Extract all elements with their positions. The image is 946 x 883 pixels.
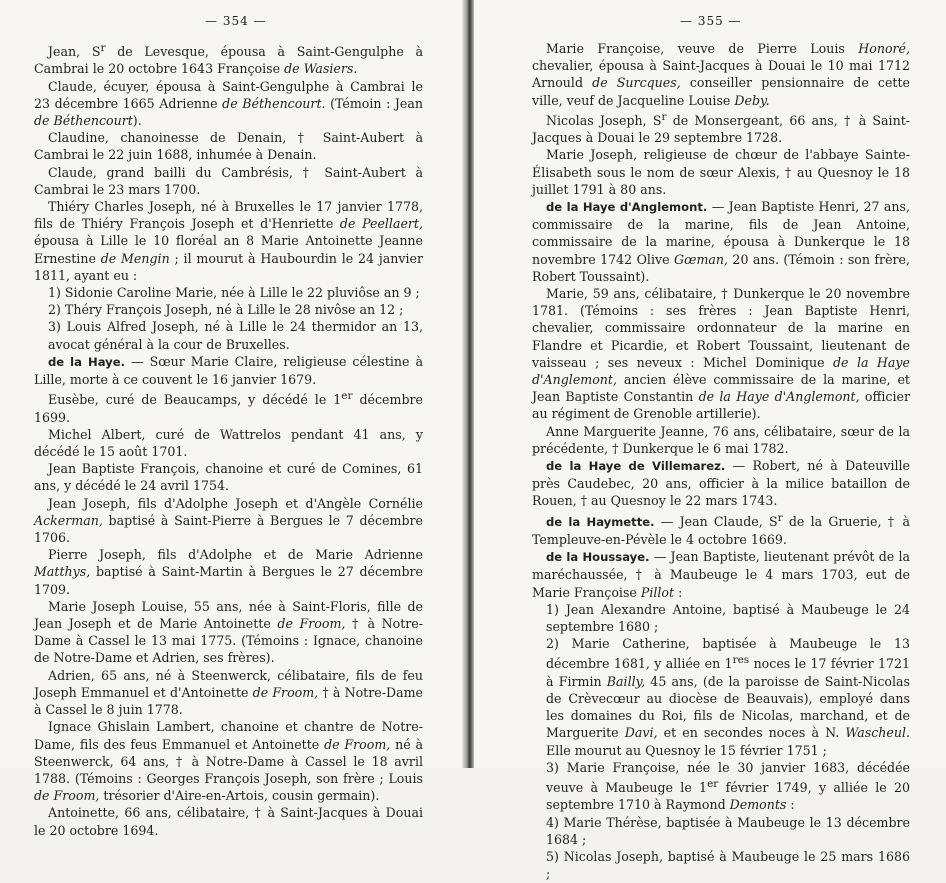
text-segment: épousa à Lille le 10 floréal an 8 Marie Antoinette Jeanne Ernestine xyxy=(34,233,423,266)
surname-text: Wascheul. xyxy=(845,725,910,741)
text-segment: et en secondes noces à N. xyxy=(657,725,846,741)
text-segment: de Levesque, épousa à Saint-Gengulphe à Cambrai le 20 octobre 1643 Françoise xyxy=(34,44,423,77)
left-page xyxy=(0,0,470,838)
entry-paragraph xyxy=(532,285,910,423)
entry-paragraph xyxy=(34,598,423,667)
surname-text: de Froom, xyxy=(277,616,346,632)
surname-text: de Froom, xyxy=(34,788,100,804)
entry-paragraph xyxy=(532,40,910,109)
superscript-text: r xyxy=(661,110,667,123)
text-segment: † à Notre-Dame à Cassel le 13 mai 1775. (Témoins : Ignace, chanoine de Notre-Dame et Adrien, ses frères). xyxy=(34,616,423,666)
family-heading: de la Haye d'Anglemont. xyxy=(546,200,708,215)
entry-paragraph xyxy=(532,423,910,457)
text-segment: (Témoin : Jean xyxy=(325,95,424,111)
text-segment: 45 ans, (de la paroisse de Saint-Nicolas de Crèvecœur au diocèse de Beauvais), employé dans les domaines du Roi, fils de Nicolas, marchand, et de Marguerite xyxy=(546,673,910,741)
text-segment: Pierre Joseph, fils d'Adolphe et de Marie Adrienne xyxy=(48,547,423,563)
surname-text: Gœman, xyxy=(673,251,729,267)
text-segment: né à Steenwerck, 64 ans, † à Notre-Dame à Cassel le 18 avril 1788. (Témoins : Georges François Joseph, son frère ; Louis xyxy=(34,736,423,786)
list-item xyxy=(532,814,910,848)
page-text xyxy=(34,40,423,839)
entry-paragraph xyxy=(532,510,910,549)
text-segment: — Jean Baptiste Henri, 27 ans, commissaire de la marine, fils de Jean Antoine, commissaire de la marine, épousa à Dunkerque le 18 novembre 1742 Olive xyxy=(532,199,910,267)
entry-paragraph xyxy=(34,78,423,130)
entry-paragraph xyxy=(34,129,423,163)
text-segment: Adrien, 65 ans, né à Steenwerck, célibataire, fils de feu Joseph Emmanuel et d'Antoinette xyxy=(34,667,423,700)
family-heading: de la Haye. xyxy=(48,354,125,369)
text-segment: Claudine, chanoinesse de Denain, † Saint-Aubert à Cambrai le 22 juin 1688, inhumée à Denain. xyxy=(34,130,423,163)
family-heading: de la Houssaye. xyxy=(546,550,650,565)
surname-text: Pillot xyxy=(640,584,675,600)
list-item xyxy=(532,759,910,814)
entry-paragraph xyxy=(34,353,423,388)
text-segment: 2) Théry François Joseph, né à Lille le 28 nivôse an 12 ; xyxy=(48,302,404,318)
text-segment: Thiéry Charles Joseph, né à Bruxelles le 17 janvier 1778, fils de Thiéry François Joseph et d'Henriette xyxy=(34,199,423,232)
text-segment: Anne Marguerite Jeanne, 76 ans, célibataire, sœur de la précédente, † Dunkerque le 6 mai 1782. xyxy=(532,423,910,456)
superscript-text: r xyxy=(777,511,783,524)
surname-text: Demonts xyxy=(729,797,787,813)
text-segment: : xyxy=(674,584,683,600)
list-item xyxy=(34,301,423,318)
text-segment: 1) Sidonie Caroline Marie, née à Lille le 22 pluviôse an 9 ; xyxy=(48,285,420,301)
surname-text: de la Haye d'Anglemont, xyxy=(698,389,860,405)
text-segment: Antoinette, 66 ans, célibataire, † à Saint-Jacques à Douai le 20 octobre 1694. xyxy=(34,805,423,838)
text-segment: — Robert, né à Dateuville près Caudebec, 20 ans, officier à la milice bataillon de Rouen, † au Quesnoy le 22 mars 1743. xyxy=(532,458,910,509)
text-segment: † à Notre-Dame à Cassel le 8 juin 1778. xyxy=(34,684,423,718)
family-heading: de la Haye de Villemarez. xyxy=(546,459,726,474)
text-segment: baptisé à Saint-Martin à Bergues le 27 décembre 1709. xyxy=(34,564,423,597)
surname-text: de Béthencourt xyxy=(34,113,133,128)
text-segment: 3) Marie Françoise, née le 30 janvier 1683, décédée veuve à Maubeuge le 1 xyxy=(546,759,910,796)
text-segment: Claude, grand bailli du Cambrésis, † Saint-Aubert à Cambrai le 23 mars 1700. xyxy=(34,164,423,197)
text-segment: Nicolas Joseph, S xyxy=(546,113,662,128)
superscript-text: r xyxy=(100,42,106,54)
list-item xyxy=(532,601,910,635)
surname-text: de la Haye d'Anglemont, xyxy=(532,354,910,388)
entry-paragraph xyxy=(34,718,423,804)
text-segment: de la Gruerie, † à Templeuve-en-Pévèle le 4 octobre 1669. xyxy=(532,513,910,548)
text-segment: de Monsergeant, 66 ans, † à Saint-Jacques à Douai le 29 septembre 1728. xyxy=(532,113,911,146)
text-segment: Eusèbe, curé de Beaucamps, y décédé le 1 xyxy=(48,392,342,408)
page-number: — 354 — xyxy=(205,14,267,28)
text-segment: Marie, 59 ans, célibataire, † Dunkerque le 20 novembre 1781. (Témoins : ses frères : Jean Baptiste Henri, chevalier, commissaire ordonnateur de la marine en Flandre et Picardie, et Robert Toussaint, lieutenant de vaisseau ; ses neveux : Michel Dominique xyxy=(532,286,910,370)
text-segment: conseiller pensionnaire de cette ville, veuf de Jacqueline Louise xyxy=(532,75,911,108)
superscript-text: er xyxy=(341,390,353,403)
text-segment: Jean, S xyxy=(48,44,101,60)
text-segment: Marie Françoise, veuve de Pierre Louis xyxy=(546,41,859,56)
surname-text: de Froom, xyxy=(252,684,319,700)
text-segment: ; il mourut à Haubourdin le 24 janvier 1811, ayant eu : xyxy=(34,250,423,283)
text-segment: 4) Marie Thérèse, baptisée à Maubeuge le 13 décembre 1684 ; xyxy=(546,814,910,847)
surname-text: Honoré, xyxy=(858,41,910,56)
entry-paragraph xyxy=(34,164,423,198)
text-segment: chevalier, épousa à Saint-Jacques à Douai le 10 mai 1712 Arnould xyxy=(532,58,910,91)
surname-text: de Béthencourt. xyxy=(222,95,326,111)
list-item xyxy=(532,848,910,882)
entry-paragraph xyxy=(34,495,423,547)
surname-text: Davi, xyxy=(624,725,658,741)
surname-text: de Surcques, xyxy=(592,75,681,91)
text-segment: — Sœur Marie Claire, religieuse célestine à Lille, morte à ce couvent le 16 janvier 1679. xyxy=(34,353,423,388)
entry-paragraph xyxy=(34,40,423,78)
text-segment: Elle mourut au Quesnoy le 15 février 1751 ; xyxy=(546,742,827,758)
text-segment: 20 ans. (Témoin : son frère, Robert Toussaint). xyxy=(532,251,911,284)
text-segment: baptisé à Saint-Pierre à Bergues le 7 décembre 1706. xyxy=(34,512,423,546)
list-item xyxy=(34,284,423,301)
text-segment: : xyxy=(786,797,795,813)
surname-text: Deby. xyxy=(734,92,770,108)
list-item xyxy=(34,318,423,352)
surname-text: de Froom, xyxy=(324,736,391,752)
text-segment: Jean Baptiste François, chanoine et curé de Comines, 61 ans, y décédé le 24 avril 1754. xyxy=(34,461,423,494)
right-page xyxy=(474,0,946,882)
text-segment: trésorier d'Aire-en-Artois, cousin germain). xyxy=(99,788,380,804)
text-segment: décembre 1699. xyxy=(34,392,423,425)
surname-text: Matthys, xyxy=(34,564,91,580)
entry-paragraph xyxy=(532,198,910,285)
text-segment: ). xyxy=(132,113,142,128)
text-segment: 3) Louis Alfred Joseph, né à Lille le 24 thermidor an 13, avocat général à la cour de Bruxelles. xyxy=(48,319,423,352)
entry-paragraph xyxy=(532,548,910,601)
text-segment: 2) Marie Catherine, baptisée à Maubeuge le 13 décembre 1681, y alliée en 1 xyxy=(546,636,910,672)
entry-paragraph xyxy=(34,426,423,460)
entry-paragraph xyxy=(34,388,423,426)
surname-text: de Mengin xyxy=(100,250,170,266)
page-text xyxy=(532,40,910,883)
entry-paragraph xyxy=(34,198,423,284)
superscript-text: er xyxy=(707,778,719,791)
text-segment: Claude, écuyer, épousa à Saint-Gengulphe à Cambrai le 23 décembre 1665 Adrienne xyxy=(34,78,423,111)
text-segment: Marie Joseph Louise, 55 ans, née à Saint-Floris, fille de Jean Joseph et de Marie Antoinette xyxy=(34,598,423,632)
surname-text: Ackerman, xyxy=(34,512,103,528)
text-segment: — Jean Baptiste, lieutenant prévôt de la maréchaussée, † à Maubeuge le 4 mars 1703, eut de Marie Françoise xyxy=(532,549,910,600)
family-heading: de la Haymette. xyxy=(546,514,655,529)
superscript-text: res xyxy=(732,654,750,667)
entry-paragraph xyxy=(532,146,910,198)
entry-paragraph xyxy=(532,109,910,147)
text-segment: — Jean Claude, S xyxy=(654,513,778,529)
text-segment: Michel Albert, curé de Wattrelos pendant 41 ans, y décédé le 15 août 1701. xyxy=(34,426,423,460)
entry-paragraph xyxy=(532,457,910,510)
text-segment: noces le 17 février 1721 à Firmin xyxy=(546,656,910,689)
surname-text: de Wasiers. xyxy=(284,61,358,77)
text-segment: 5) Nicolas Joseph, baptisé à Maubeuge le 25 mars 1686 ; xyxy=(546,849,910,882)
surname-text: Bailly, xyxy=(606,673,646,689)
entry-paragraph xyxy=(34,460,423,494)
entry-paragraph xyxy=(34,667,423,719)
page-number: — 355 — xyxy=(680,14,742,28)
text-segment: officier au régiment de Grenoble artillerie). xyxy=(532,389,910,422)
list-item xyxy=(532,635,910,759)
entry-paragraph xyxy=(34,804,423,838)
text-segment: Jean Joseph, fils d'Adolphe Joseph et d'Angèle Cornélie xyxy=(48,495,423,511)
text-segment: février 1749, y alliée le 20 septembre 1710 à Raymond xyxy=(546,780,910,813)
entry-paragraph xyxy=(34,546,423,598)
text-segment: ancien élève commissaire de la marine, et Jean Baptiste Constantin xyxy=(532,372,910,405)
text-segment: Ignace Ghislain Lambert, chanoine et chantre de Notre-Dame, fils des feus Emmanuel et Antoinette xyxy=(34,719,423,752)
surname-text: de Peellaert, xyxy=(339,216,423,232)
text-segment: 1) Jean Alexandre Antoine, baptisé à Maubeuge le 24 septembre 1680 ; xyxy=(546,601,910,635)
text-segment: Marie Joseph, religieuse de chœur de l'abbaye Sainte-Élisabeth sous le nom de sœur Alexis, † au Quesnoy le 18 juillet 1791 à 80 ans. xyxy=(532,147,910,197)
